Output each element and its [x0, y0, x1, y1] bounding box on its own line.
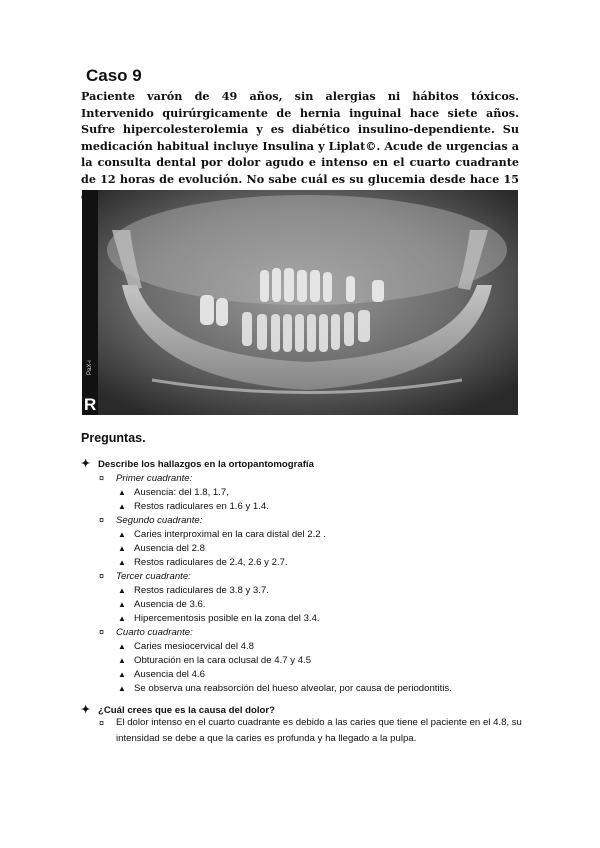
- quadrant-3-heading: ¤ Tercer cuadrante:: [99, 571, 191, 582]
- arrow-bullet-icon: ▲: [118, 530, 126, 539]
- arrow-bullet-icon: ▲: [118, 670, 126, 679]
- star-bullet-icon: ✦: [81, 704, 91, 716]
- list-item: ▲ Caries mesiocervical del 4.8: [118, 641, 254, 652]
- question-1: [81, 458, 314, 471]
- panoramic-xray: [82, 190, 518, 415]
- quadrant-1-heading: ¤ Primer cuadrante:: [99, 473, 193, 484]
- arrow-bullet-icon: ▲: [118, 614, 126, 623]
- xray-side-marker: R: [84, 395, 97, 414]
- list-item: ▲ Ausencia de 3.6.: [118, 599, 206, 610]
- list-item: ▲ Restos radiculares de 3.8 y 3.7.: [118, 585, 269, 596]
- arrow-bullet-icon: ▲: [118, 642, 126, 651]
- square-bullet-icon: ¤: [99, 473, 105, 483]
- questions-heading: Preguntas.: [81, 431, 146, 445]
- case-intro: Paciente varón de 49 años, sin alergias ni hábitos tóxicos. Intervenido quirúrgicamente de hernia inguinal hace siete años. Sufre hipercolesterolemia y es diabético insulino-dependiente. Su medicación habitual incluye Insulina y Liplat©. Acude de urgencias a la consulta dental por dolor agudo e intenso en el cuarto cuadrante de 12 horas de evolución. No sabe cuál es su glucemia desde hace 15: [81, 89, 519, 186]
- arrow-bullet-icon: ▲: [118, 656, 126, 665]
- arrow-bullet-icon: ▲: [118, 600, 126, 609]
- question-2-answer: ¤ El dolor intenso en el cuarto cuadrante es debido a las caries que tiene el paciente en el 4.8, su intensidad se debe a que la caries es profunda y ha llegado a la pulpa.: [99, 717, 522, 744]
- square-bullet-icon: ¤: [99, 627, 105, 637]
- list-item: ▲ Obturación en la cara oclusal de 4.7 y 4.5: [118, 655, 312, 666]
- list-item: ▲ Restos radiculares de 2.4, 2.6 y 2.7.: [118, 557, 288, 568]
- square-bullet-icon: ¤: [99, 571, 105, 581]
- question-2-text: ¿Cuál crees que es la causa del dolor?: [98, 705, 276, 716]
- list-item: ▲ Ausencia: del 1.8, 1.7,: [118, 487, 229, 498]
- star-bullet-icon: ✦: [81, 458, 91, 470]
- list-item: ▲ Se observa una reabsorción del hueso alveolar, por causa de periodontitis.: [118, 683, 452, 694]
- square-bullet-icon: ¤: [99, 515, 105, 525]
- arrow-bullet-icon: ▲: [118, 586, 126, 595]
- question-1-text: Describe los hallazgos en la ortopantomografía: [98, 459, 314, 470]
- arrow-bullet-icon: ▲: [118, 544, 126, 553]
- list-item: ▲ Restos radiculares en 1.6 y 1.4.: [118, 501, 269, 512]
- arrow-bullet-icon: ▲: [118, 684, 126, 693]
- square-bullet-icon: ¤: [99, 718, 105, 728]
- arrow-bullet-icon: ▲: [118, 558, 126, 567]
- arrow-bullet-icon: ▲: [118, 502, 126, 511]
- quadrant-4-heading: ¤ Cuarto cuadrante:: [99, 627, 193, 638]
- list-item: ▲ Caries interproximal en la cara distal del 2.2 .: [118, 529, 326, 540]
- xray-side-label: PaX-i: [87, 360, 93, 375]
- arrow-bullet-icon: ▲: [118, 488, 126, 497]
- list-item: ▲ Ausencia del 2.8: [118, 543, 205, 554]
- list-item: ▲ Hipercementosis posible en la zona del 3.4.: [118, 613, 320, 624]
- list-item: ▲ Ausencia del 4.6: [118, 669, 205, 680]
- case-title: Caso 9: [86, 66, 142, 85]
- quadrant-2-heading: ¤ Segundo cuadrante:: [99, 515, 203, 526]
